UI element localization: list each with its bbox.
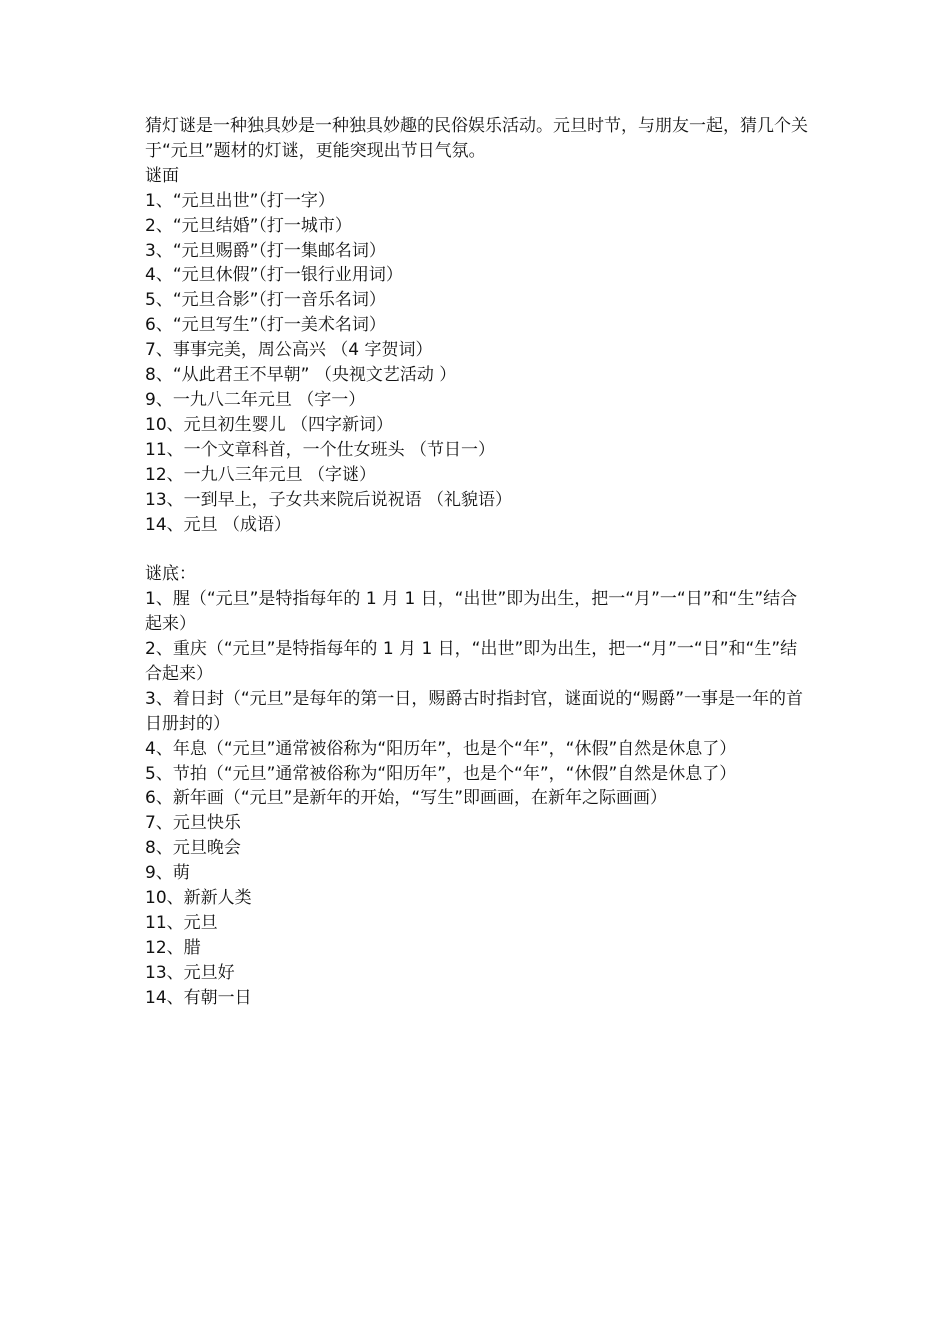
- riddle-item: 10、元旦初生婴儿 （四字新词）: [145, 414, 394, 435]
- answer-list: [145, 587, 813, 1010]
- riddle-item: 13、一到早上，子女共来院后说祝语 （礼貌语）: [145, 489, 513, 510]
- answers-heading: 谜底：: [145, 564, 196, 585]
- riddle-item: 11、一个文章科首，一个仕女班头 （节日一）: [145, 439, 496, 460]
- answer-item: 10、新新人类: [145, 888, 252, 909]
- riddle-item: 6、“元旦写生”（打一美术名词）: [145, 315, 386, 336]
- answer-item: 3、着日封（“元旦”是每年的第一日，赐爵古时指封官，谜面说的“赐爵”一事是一年的首日册封的）: [145, 688, 804, 734]
- answer-item: 5、节拍（“元旦”通常被俗称为“阳历年”，也是个“年”，“休假”自然是休息了）: [145, 763, 737, 784]
- answer-item: 9、萌: [145, 863, 190, 884]
- answer-item: 6、新年画（“元旦”是新年的开始，“写生”即画画，在新年之际画画）: [145, 788, 668, 809]
- answer-item: 13、元旦好: [145, 962, 235, 983]
- riddle-item: 8、“从此君王不早朝” （央视文艺活动 ）: [145, 365, 457, 386]
- riddle-item: 4、“元旦休假”（打一银行业用词）: [145, 265, 403, 286]
- riddle-item: 14、元旦 （成语）: [145, 514, 292, 535]
- riddle-item: 12、一九八三年元旦 （字谜）: [145, 464, 377, 485]
- answer-item: 1、腥（“元旦”是特指每年的 1 月 1 日，“出世”即为出生，把一“月”一“日”和“生”结合起来）: [145, 589, 798, 635]
- answer-item: 11、元旦: [145, 912, 218, 933]
- answer-item: 2、重庆（“元旦”是特指每年的 1 月 1 日，“出世”即为出生，把一“月”一“日”和“生”结合起来）: [145, 639, 798, 684]
- answer-item: 4、年息（“元旦”通常被俗称为“阳历年”，也是个“年”，“休假”自然是休息了）: [145, 738, 737, 759]
- riddle-item: 2、“元旦结婚”（打一城市）: [145, 215, 352, 236]
- riddles-heading: 谜面: [145, 165, 179, 186]
- answer-item: 14、有朝一日: [145, 987, 252, 1008]
- blank-line: [145, 537, 813, 562]
- document-body: [145, 114, 813, 1011]
- answer-item: 12、腊: [145, 937, 201, 958]
- riddle-item: 5、“元旦合影”（打一音乐名词）: [145, 290, 386, 311]
- intro-paragraph: 猜灯谜是一种独具妙是一种独具妙趣的民俗娱乐活动。元旦时节，与朋友一起，猜几个关于“元旦”题材的灯谜，更能突现出节日气氛。: [145, 116, 808, 161]
- answer-item: 7、元旦快乐: [145, 813, 241, 834]
- riddle-item: 3、“元旦赐爵”（打一集邮名词）: [145, 240, 386, 261]
- riddle-item: 7、事事完美，周公高兴 （4 字贺词）: [145, 340, 433, 361]
- riddle-item: 9、一九八二年元旦 （字一）: [145, 389, 366, 410]
- riddle-item: 1、“元旦出世”（打一字）: [145, 190, 335, 211]
- riddle-list: [145, 189, 813, 538]
- answer-item: 8、元旦晚会: [145, 838, 241, 859]
